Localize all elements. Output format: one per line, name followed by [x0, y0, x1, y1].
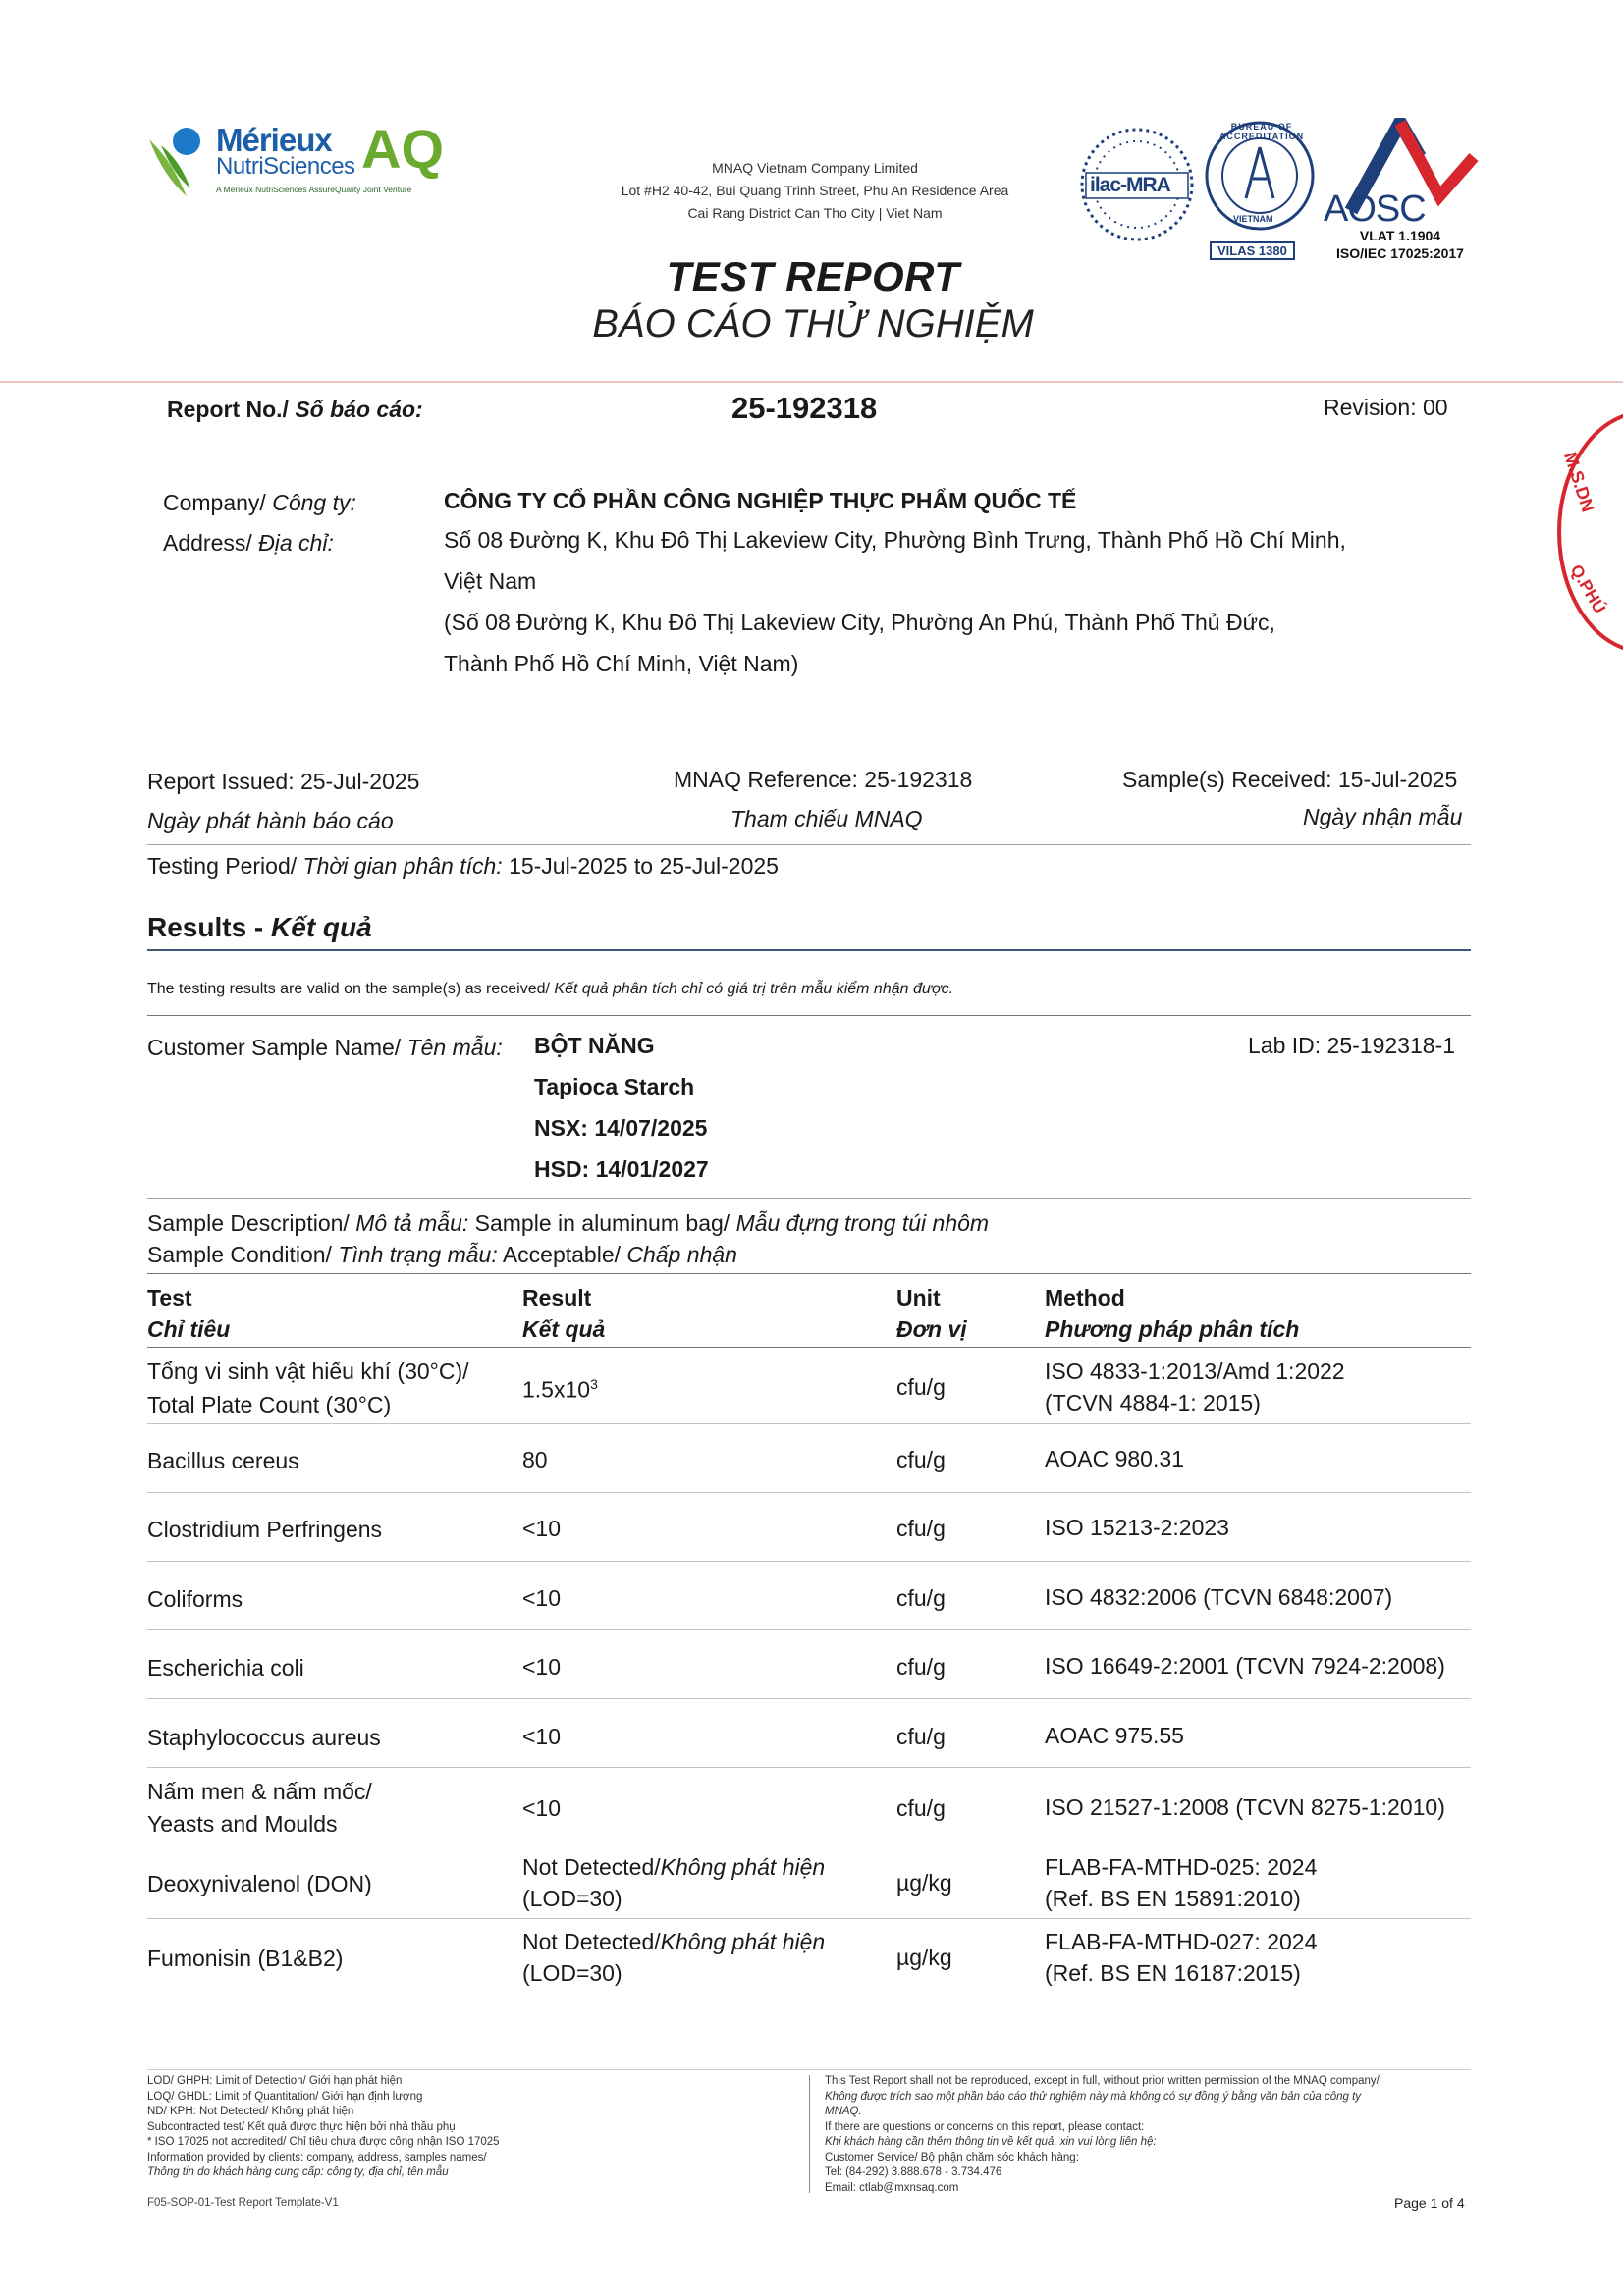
row9-result-en: Not Detected/ [522, 1929, 661, 1954]
col-header-test: Test [147, 1285, 192, 1310]
validity-note [147, 981, 953, 998]
row4-divider [147, 1629, 1471, 1630]
address-line-4: Thành Phố Hồ Chí Minh, Việt Nam) [444, 651, 799, 676]
sample-name-label-vn: Tên mẫu: [406, 1035, 503, 1060]
col-header-result: Result [522, 1285, 592, 1310]
row8-result-en: Not Detected/ [522, 1854, 661, 1880]
sample-cond-label-vn: Tình trạng mẫu: [338, 1242, 498, 1267]
footer-column-divider [809, 2075, 810, 2193]
validity-note-en: The testing results are valid on the sample(s) as received/ [147, 981, 550, 997]
company-stamp [1557, 410, 1623, 654]
page-number: Page 1 of 4 [1394, 2195, 1465, 2211]
row7-test-line2: Yeasts and Moulds [147, 1811, 338, 1837]
row1-result-base: 1.5x10 [522, 1376, 591, 1403]
col-header-method: Method [1045, 1285, 1125, 1310]
testing-period-value: 15-Jul-2025 to 25-Jul-2025 [509, 853, 779, 879]
logo-brand-nutrisciences: NutriSciences [216, 153, 355, 180]
row5-divider [147, 1698, 1471, 1699]
sample-desc-value: Sample in aluminum bag/ [474, 1210, 730, 1236]
row8-unit: µg/kg [896, 1870, 952, 1896]
aosc-label: AOSC [1324, 188, 1426, 230]
row8-result-vn: Không phát hiện [660, 1854, 826, 1880]
col-header-unit-vn: Đơn vị [896, 1316, 967, 1342]
boa-country: VIETNAM [1233, 214, 1273, 224]
row1-method-line2: (TCVN 4884-1: 2015) [1045, 1390, 1261, 1415]
row9-result-line2: (LOD=30) [522, 1960, 622, 1986]
footer-email-text[interactable]: Email: ctlab@mxnsaq.com [825, 2181, 959, 2194]
company-label-vn: Công ty: [272, 490, 356, 515]
row8-result-line1 [522, 1854, 825, 1881]
title-vietnamese: BÁO CÁO THỬ NGHIỆM [592, 302, 1034, 346]
lab-address-line2: Cai Rang District Can Tho City | Viet Nam [687, 205, 943, 221]
vlat-number: VLAT 1.1904 [1359, 228, 1441, 243]
row5-method: ISO 16649-2:2001 (TCVN 7924-2:2008) [1045, 1653, 1445, 1679]
row1-method-line1: ISO 4833-1:2013/Amd 1:2022 [1045, 1359, 1345, 1384]
row1-result-exponent: 3 [590, 1376, 598, 1392]
footer-reproduction: This Test Report shall not be reproduced, except in full, without prior written permission of the MNAQ company/ [825, 2075, 1380, 2087]
sample-name-label-en: Customer Sample Name/ [147, 1035, 402, 1060]
row8-result-line2: (LOD=30) [522, 1886, 622, 1911]
aosc-badge [1322, 118, 1479, 265]
boa-ring-text: BUREAU OF ACCREDITATION [1218, 122, 1305, 141]
address-label [163, 530, 334, 557]
merieux-logo [147, 120, 452, 208]
row8-test: Deoxynivalenol (DON) [147, 1871, 372, 1896]
row8-divider [147, 1918, 1471, 1919]
sample-description [147, 1210, 989, 1237]
footer-contact: If there are questions or concerns on this report, please contact: [825, 2120, 1145, 2133]
row1-test-line1: Tổng vi sinh vật hiếu khí (30°C)/ [147, 1359, 469, 1384]
header-divider [0, 381, 1623, 383]
report-number: 25-192318 [731, 391, 878, 425]
row5-unit: cfu/g [896, 1654, 946, 1680]
sample-expiry-date: HSD: 14/01/2027 [534, 1156, 709, 1182]
ilac-mra-badge [1078, 126, 1196, 243]
col-header-method-vn: Phương pháp phân tích [1045, 1316, 1300, 1342]
sample-condition [147, 1242, 737, 1268]
footer-notice [825, 2074, 1473, 2196]
revision: Revision: 00 [1324, 395, 1448, 420]
row3-unit: cfu/g [896, 1516, 946, 1541]
vilas-number: VILAS 1380 [1210, 241, 1295, 260]
row7-method: ISO 21527-1:2008 (TCVN 8275-1:2010) [1045, 1794, 1445, 1820]
table-header-divider [147, 1347, 1471, 1348]
footer-not-accredited: * ISO 17025 not accredited/ Chỉ tiêu chưa được công nhận ISO 17025 [147, 2136, 500, 2148]
row2-test: Bacillus cereus [147, 1448, 299, 1473]
report-number-label-en: Report No./ [167, 397, 289, 422]
company-label [163, 490, 356, 516]
row4-method: ISO 4832:2006 (TCVN 6848:2007) [1045, 1584, 1393, 1610]
footer-client-info-vn: Thông tin do khách hàng cung cấp: công ty, địa chỉ, tên mẫu [147, 2166, 449, 2178]
logo-brand-aq: AQ [361, 118, 444, 180]
lab-address-line1: Lot #H2 40-42, Bui Quang Trinh Street, Phu An Residence Area [621, 183, 1009, 198]
row6-result: <10 [522, 1724, 562, 1749]
row3-test: Clostridium Perfringens [147, 1517, 383, 1542]
footer-nd: ND/ KPH: Not Detected/ Không phát hiện [147, 2106, 354, 2117]
dates-divider [147, 844, 1471, 845]
footer-contact-vn: Khi khách hàng cần thêm thông tin về kết quả, xin vui lòng liên hệ: [825, 2136, 1157, 2148]
row2-divider [147, 1492, 1471, 1493]
col-header-result-vn: Kết quả [522, 1316, 606, 1342]
iso-standard: ISO/IEC 17025:2017 [1336, 245, 1464, 261]
row1-result [522, 1376, 598, 1404]
stamp-text: M.S.DN [1559, 450, 1598, 515]
results-heading [147, 912, 372, 943]
row4-test: Coliforms [147, 1586, 243, 1612]
sample-cond-value-vn: Chấp nhận [626, 1242, 737, 1267]
row3-result: <10 [522, 1516, 562, 1541]
footer-divider [147, 2069, 1471, 2070]
address-label-vn: Địa chỉ: [258, 530, 334, 556]
footer-reproduction-vn: Không được trích sao một phần báo cáo thử nghiệm này mà không có sự đồng ý bằng văn bản của công ty [825, 2090, 1362, 2103]
samples-received-vn: Ngày nhận mẫu [1303, 804, 1463, 829]
footer-tel: Tel: (84-292) 3.888.678 - 3.734.476 [825, 2166, 1002, 2178]
validity-note-vn: Kết quả phân tích chỉ có giá trị trên mẫu kiểm nhận được. [554, 981, 954, 997]
sample-divider [147, 1198, 1471, 1199]
boa-badge [1204, 120, 1317, 262]
col-header-unit: Unit [896, 1285, 941, 1310]
row9-unit: µg/kg [896, 1945, 952, 1970]
ilac-label: ilac-MRA [1090, 174, 1170, 196]
title-english: TEST REPORT [666, 253, 960, 299]
testing-period [147, 853, 779, 880]
sample-desc-label-vn: Mô tả mẫu: [355, 1210, 469, 1236]
sample-cond-value: Acceptable/ [502, 1242, 622, 1267]
report-number-label [167, 397, 423, 423]
row5-result: <10 [522, 1654, 562, 1680]
row2-result: 80 [522, 1447, 548, 1472]
row7-unit: cfu/g [896, 1795, 946, 1821]
samples-received: Sample(s) Received: 15-Jul-2025 [1122, 767, 1458, 792]
report-number-label-vn: Số báo cáo: [295, 397, 423, 422]
row8-method-line1: FLAB-FA-MTHD-025: 2024 [1045, 1854, 1318, 1880]
results-underline [147, 949, 1471, 951]
footer-subcontracted: Subcontracted test/ Kết quả được thực hiện bởi nhà thầu phụ [147, 2120, 456, 2133]
logo-brand-merieux: Mérieux [216, 122, 332, 158]
sample-cond-label: Sample Condition/ [147, 1242, 332, 1267]
footer-client-info: Information provided by clients: company, address, samples names/ [147, 2151, 487, 2163]
row6-test: Staphylococcus aureus [147, 1725, 381, 1750]
sample-desc-value-vn: Mẫu đựng trong túi nhôm [735, 1210, 990, 1236]
row7-test-line1: Nấm men & nấm mốc/ [147, 1779, 372, 1804]
footer-lod: LOD/ GHPH: Limit of Detection/ Giới hạn phát hiện [147, 2075, 403, 2087]
row6-divider [147, 1767, 1471, 1768]
row9-result-line1 [522, 1929, 825, 1955]
address-line-2: Việt Nam [444, 568, 537, 594]
row1-test-line2: Total Plate Count (30°C) [147, 1392, 392, 1417]
row9-result-vn: Không phát hiện [660, 1929, 826, 1954]
row6-unit: cfu/g [896, 1724, 946, 1749]
stamp-text-2: Q.PHÚ [1566, 561, 1609, 617]
row4-unit: cfu/g [896, 1585, 946, 1611]
mnaq-reference: MNAQ Reference: 25-192318 [674, 767, 973, 792]
row1-unit: cfu/g [896, 1374, 946, 1400]
sample-desc-label: Sample Description/ [147, 1210, 350, 1236]
row9-method-line2: (Ref. BS EN 16187:2015) [1045, 1960, 1301, 1986]
footer-reproduction-vn-2: MNAQ. [825, 2106, 862, 2117]
lab-id: Lab ID: 25-192318-1 [1248, 1033, 1455, 1058]
logo-tagline: A Mérieux NutriSciences AssureQuality Joint Venture [216, 185, 412, 194]
sample-mfg-date: NSX: 14/07/2025 [534, 1115, 708, 1141]
lab-company-name: MNAQ Vietnam Company Limited [712, 160, 918, 176]
row5-test: Escherichia coli [147, 1655, 304, 1681]
row6-method: AOAC 975.55 [1045, 1723, 1184, 1748]
sample-name-label [147, 1035, 503, 1061]
row1-divider [147, 1423, 1471, 1424]
footer-legend [147, 2074, 795, 2181]
row3-method: ISO 15213-2:2023 [1045, 1515, 1229, 1540]
table-top-divider [147, 1273, 1471, 1274]
mnaq-reference-vn: Tham chiếu MNAQ [730, 806, 923, 831]
address-label-en: Address/ [163, 530, 252, 556]
row9-method-line1: FLAB-FA-MTHD-027: 2024 [1045, 1929, 1318, 1954]
results-heading-en: Results - [147, 912, 264, 942]
sample-name-line-1: BỘT NĂNG [534, 1033, 655, 1058]
sample-name-line-2: Tapioca Starch [534, 1074, 695, 1099]
address-line-1: Số 08 Đường K, Khu Đô Thị Lakeview City, Phường Bình Trưng, Thành Phố Hồ Chí Minh, [444, 527, 1346, 553]
row4-result: <10 [522, 1585, 562, 1611]
address-line-3: (Số 08 Đường K, Khu Đô Thị Lakeview City, Phường An Phú, Thành Phố Thủ Đức, [444, 610, 1275, 635]
footer-customer-service: Customer Service/ Bộ phận chăm sóc khách hàng: [825, 2151, 1079, 2163]
row7-result: <10 [522, 1795, 562, 1821]
testing-period-label: Testing Period/ [147, 853, 298, 879]
footer-email[interactable] [825, 2181, 1473, 2197]
company-label-en: Company/ [163, 490, 266, 515]
report-issued-vn: Ngày phát hành báo cáo [147, 808, 394, 833]
company-name: CÔNG TY CỔ PHẦN CÔNG NGHIỆP THỰC PHẨM QUỐC TẾ [444, 488, 1077, 513]
template-id: F05-SOP-01-Test Report Template-V1 [147, 2197, 339, 2209]
results-heading-vn: Kết quả [271, 912, 372, 942]
row9-test: Fumonisin (B1&B2) [147, 1946, 344, 1971]
row2-method: AOAC 980.31 [1045, 1446, 1184, 1471]
testing-period-label-vn: Thời gian phân tích: [302, 853, 503, 879]
row2-unit: cfu/g [896, 1447, 946, 1472]
col-header-test-vn: Chỉ tiêu [147, 1316, 231, 1342]
sample-top-divider [147, 1015, 1471, 1016]
row3-divider [147, 1561, 1471, 1562]
row8-method-line2: (Ref. BS EN 15891:2010) [1045, 1886, 1301, 1911]
report-issued: Report Issued: 25-Jul-2025 [147, 769, 420, 794]
footer-loq: LOQ/ GHDL: Limit of Quantitation/ Giới hạn định lượng [147, 2090, 423, 2103]
